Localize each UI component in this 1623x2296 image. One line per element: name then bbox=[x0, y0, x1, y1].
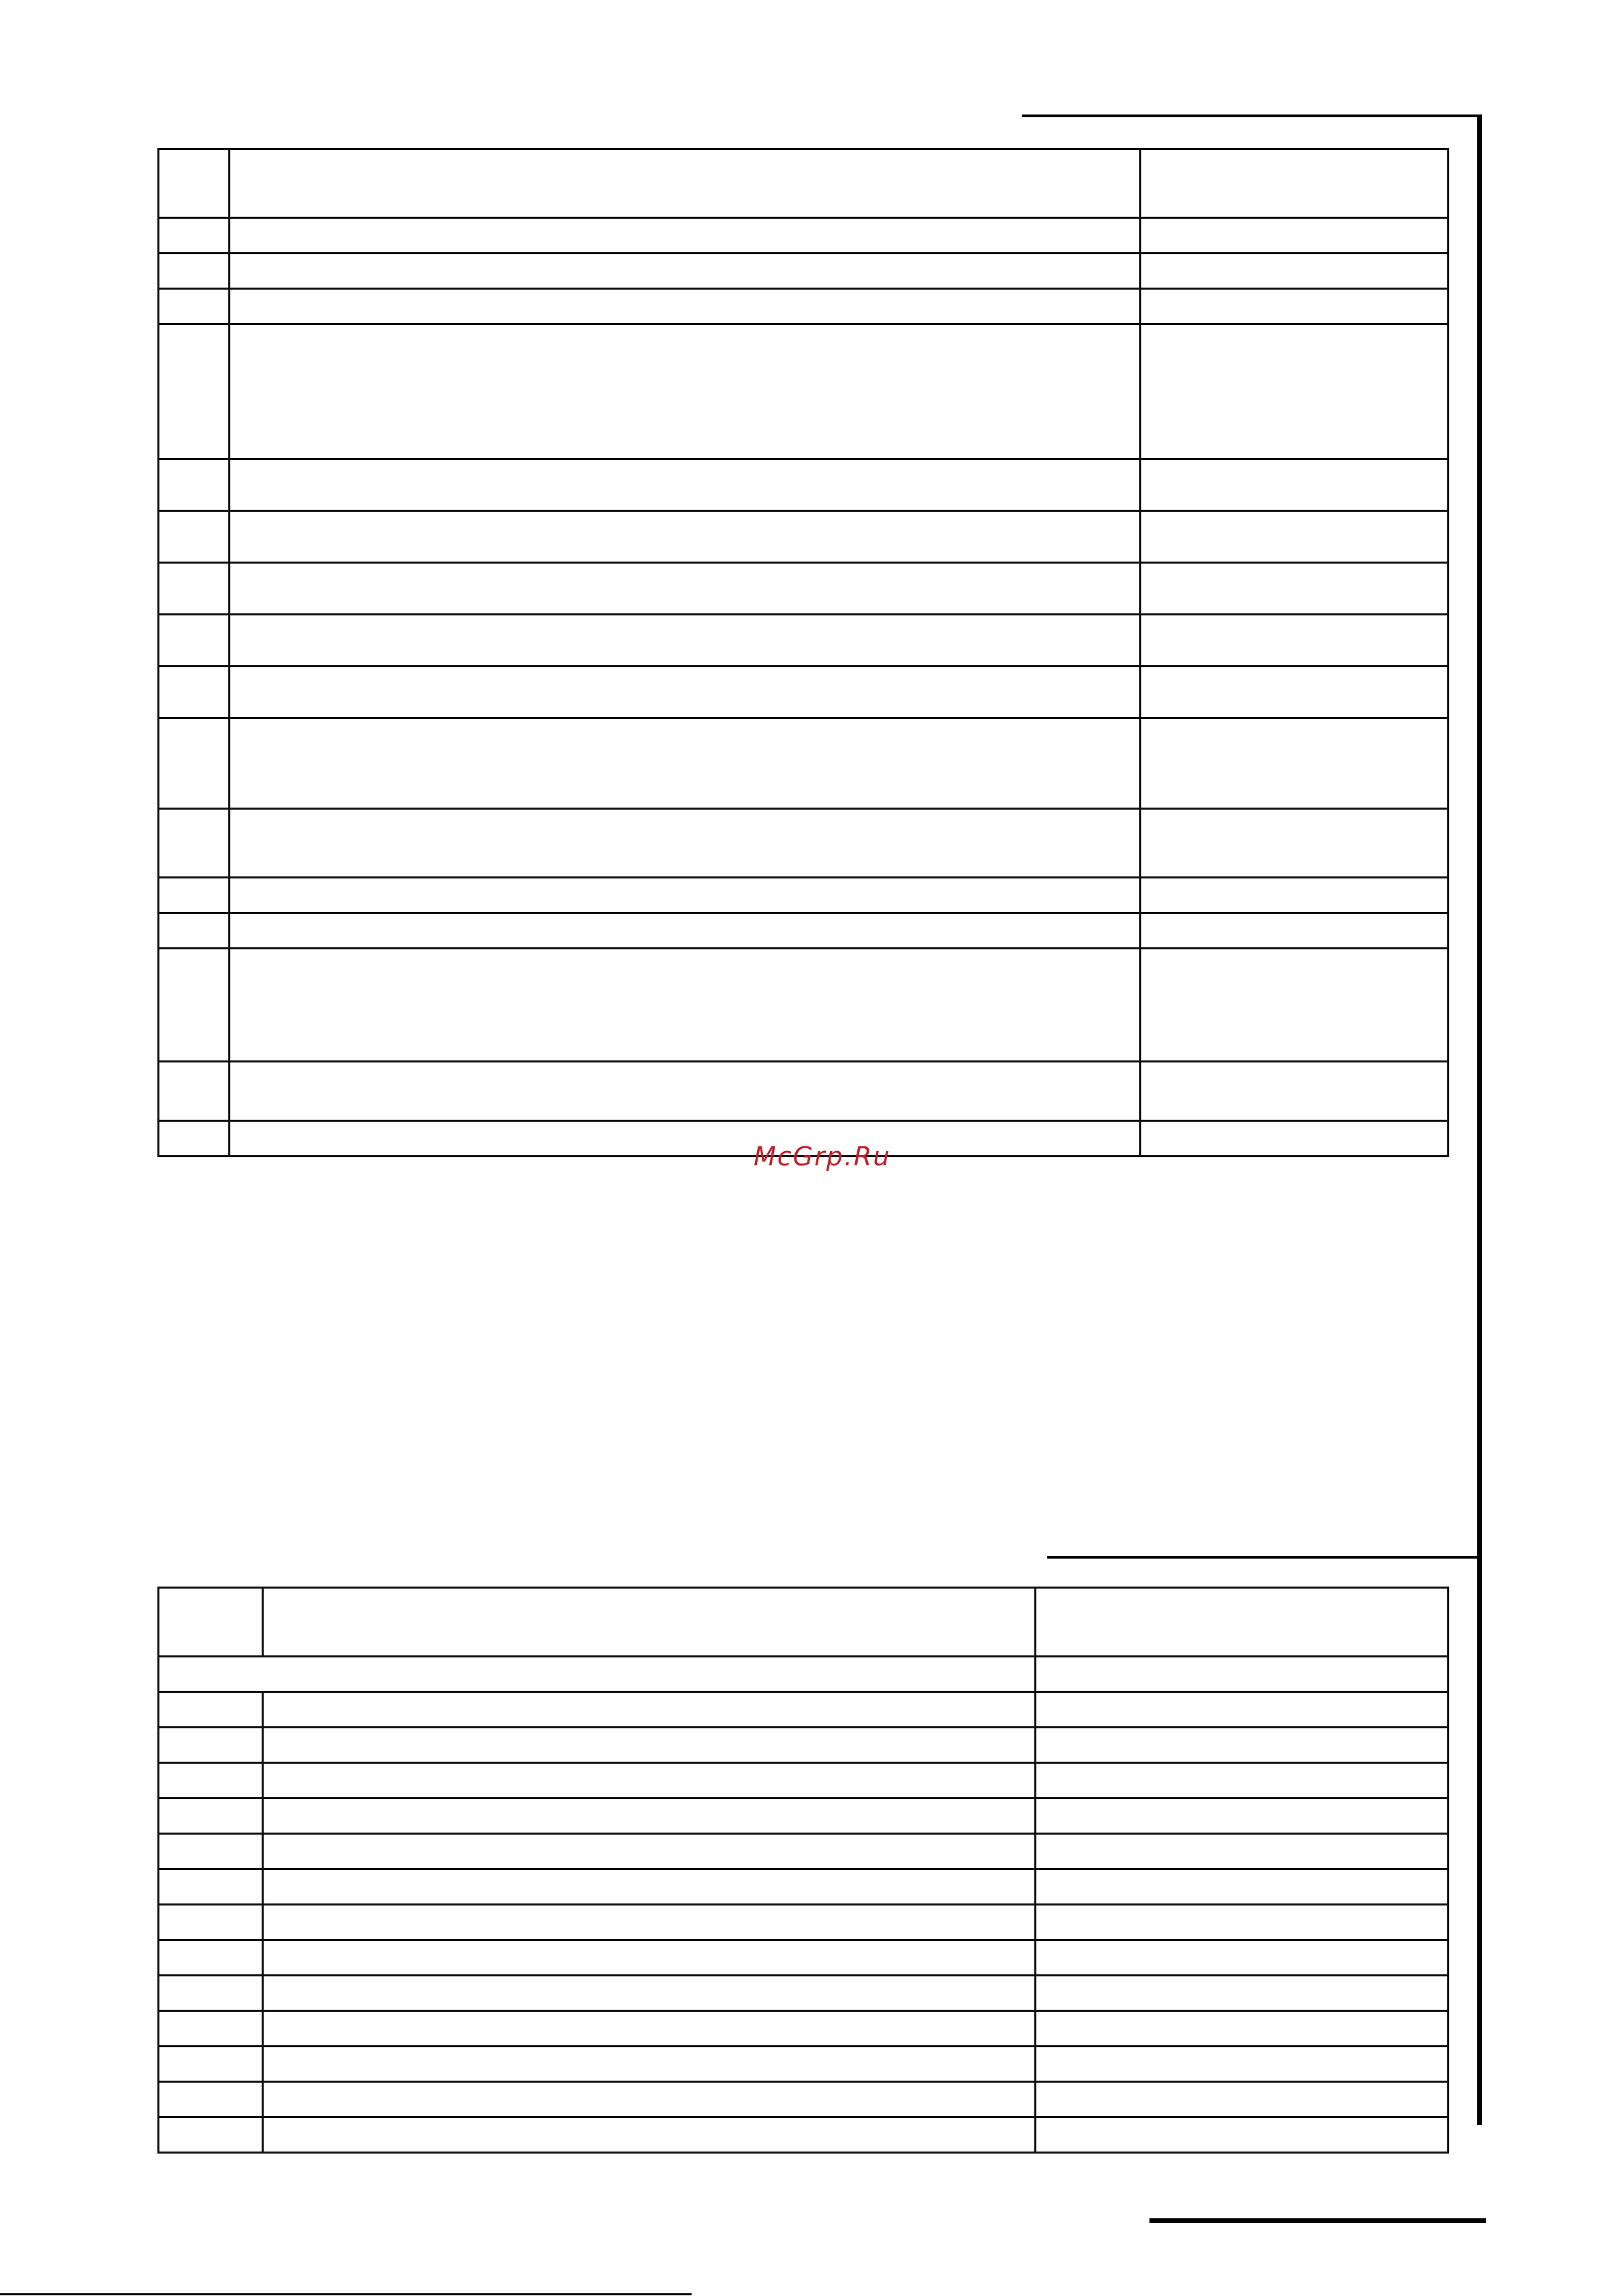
table1-row bbox=[159, 615, 1449, 667]
table2-cell bbox=[159, 1763, 263, 1798]
table1-cell bbox=[1141, 1121, 1449, 1157]
table1-cell bbox=[159, 149, 230, 218]
table2-cell bbox=[263, 1798, 1036, 1834]
table2-cell bbox=[159, 1798, 263, 1834]
table1-row bbox=[159, 511, 1449, 563]
table1-cell bbox=[1141, 718, 1449, 809]
table1-cell bbox=[230, 149, 1141, 218]
table2-row bbox=[159, 1728, 1449, 1763]
table1-cell bbox=[1141, 615, 1449, 667]
table2-cell bbox=[159, 1869, 263, 1905]
table1-cell bbox=[230, 615, 1141, 667]
table1-cell bbox=[159, 878, 230, 913]
table1-cell bbox=[1141, 667, 1449, 718]
table1-header-row bbox=[159, 149, 1449, 218]
table2-cell bbox=[263, 1940, 1036, 1976]
table2-cell bbox=[159, 2047, 263, 2082]
watermark: McGrp.Ru bbox=[754, 1142, 891, 1172]
table1-cell bbox=[159, 1062, 230, 1121]
table1-cell bbox=[230, 913, 1141, 949]
table2-cell bbox=[159, 1940, 263, 1976]
table2-row bbox=[159, 1763, 1449, 1798]
table2-cell bbox=[1036, 1763, 1449, 1798]
table1-cell bbox=[230, 949, 1141, 1062]
table1-row bbox=[159, 1062, 1449, 1121]
table2-cell bbox=[159, 2117, 263, 2153]
table2-cell bbox=[1036, 1834, 1449, 1869]
table2-cell bbox=[159, 1728, 263, 1763]
table1-row bbox=[159, 878, 1449, 913]
table2-cell bbox=[263, 1834, 1036, 1869]
table2-cell bbox=[1036, 1692, 1449, 1728]
table2-cell bbox=[159, 1976, 263, 2011]
table1-cell bbox=[159, 511, 230, 563]
table2-cell bbox=[263, 1905, 1036, 1940]
table1-cell bbox=[1141, 459, 1449, 511]
table1-cell bbox=[159, 218, 230, 254]
table1-row bbox=[159, 289, 1449, 324]
table2-cell bbox=[1036, 1940, 1449, 1976]
table2-cell bbox=[263, 1976, 1036, 2011]
table2-cell bbox=[1036, 1976, 1449, 2011]
table2-row bbox=[159, 1905, 1449, 1940]
table2-row bbox=[159, 1657, 1449, 1692]
table1-cell bbox=[159, 615, 230, 667]
table2-row bbox=[159, 2047, 1449, 2082]
table1-cell bbox=[230, 1062, 1141, 1121]
table1-cell bbox=[230, 809, 1141, 878]
table1-cell bbox=[159, 459, 230, 511]
table1-cell bbox=[1141, 289, 1449, 324]
table2-cell bbox=[159, 2082, 263, 2117]
table2-cell bbox=[263, 2117, 1036, 2153]
table2-cell bbox=[159, 2011, 263, 2047]
table1-cell bbox=[230, 718, 1141, 809]
table1-cell bbox=[159, 949, 230, 1062]
bottom-rule bbox=[1149, 2218, 1486, 2223]
top-rule-2 bbox=[1047, 1556, 1480, 1559]
table1-cell bbox=[230, 459, 1141, 511]
table2-cell bbox=[1036, 2117, 1449, 2153]
table1-row bbox=[159, 254, 1449, 289]
table1-cell bbox=[1141, 324, 1449, 459]
table2-row bbox=[159, 1798, 1449, 1834]
top-rule-1 bbox=[1022, 114, 1480, 117]
table1-cell bbox=[159, 718, 230, 809]
table1-row bbox=[159, 718, 1449, 809]
table1-cell bbox=[230, 289, 1141, 324]
table1-cell bbox=[159, 667, 230, 718]
table1-cell bbox=[230, 667, 1141, 718]
table-1 bbox=[157, 148, 1449, 1157]
table1-cell bbox=[230, 324, 1141, 459]
table1-cell bbox=[159, 563, 230, 615]
table1-cell bbox=[230, 218, 1141, 254]
right-margin-rule bbox=[1477, 114, 1482, 2125]
table2-cell bbox=[1036, 2047, 1449, 2082]
table2-cell bbox=[1036, 1869, 1449, 1905]
table1-cell bbox=[1141, 809, 1449, 878]
table2-row bbox=[159, 1940, 1449, 1976]
table2-cell bbox=[159, 1657, 1036, 1692]
table1-cell bbox=[1141, 149, 1449, 218]
table2-cell bbox=[1036, 1657, 1449, 1692]
table2-row bbox=[159, 1692, 1449, 1728]
table1-row bbox=[159, 459, 1449, 511]
table1-cell bbox=[1141, 563, 1449, 615]
table1-cell bbox=[159, 324, 230, 459]
table2-header-row bbox=[159, 1588, 1449, 1657]
table1-cell bbox=[159, 254, 230, 289]
table2-row bbox=[159, 1976, 1449, 2011]
table2-cell bbox=[263, 2082, 1036, 2117]
table2-cell bbox=[263, 1588, 1036, 1657]
table2-cell bbox=[1036, 1905, 1449, 1940]
table1-row bbox=[159, 667, 1449, 718]
table1-cell bbox=[1141, 511, 1449, 563]
table1-cell bbox=[230, 511, 1141, 563]
table2-cell bbox=[1036, 1798, 1449, 1834]
table2-cell bbox=[159, 1692, 263, 1728]
table2-cell bbox=[263, 1763, 1036, 1798]
table2-row bbox=[159, 1834, 1449, 1869]
table1-cell bbox=[1141, 1062, 1449, 1121]
table1-cell bbox=[1141, 913, 1449, 949]
table1-cell bbox=[159, 289, 230, 324]
table2-cell bbox=[1036, 2011, 1449, 2047]
table-2 bbox=[157, 1587, 1449, 2154]
table1-cell bbox=[1141, 254, 1449, 289]
table1-row bbox=[159, 949, 1449, 1062]
table1-cell bbox=[1141, 949, 1449, 1062]
table1-cell bbox=[1141, 878, 1449, 913]
table2-cell bbox=[263, 1692, 1036, 1728]
table2-row bbox=[159, 2011, 1449, 2047]
table2-cell bbox=[263, 1869, 1036, 1905]
table2-cell bbox=[1036, 1588, 1449, 1657]
table1-cell bbox=[159, 809, 230, 878]
table1-row bbox=[159, 218, 1449, 254]
table1-cell bbox=[230, 878, 1141, 913]
table1-row bbox=[159, 563, 1449, 615]
footer-rule bbox=[0, 2293, 692, 2295]
table1-cell bbox=[230, 563, 1141, 615]
table2-row bbox=[159, 1869, 1449, 1905]
table1-cell bbox=[230, 1121, 1141, 1157]
table1-row bbox=[159, 324, 1449, 459]
table2-cell bbox=[159, 1834, 263, 1869]
table1-cell bbox=[230, 254, 1141, 289]
table1-cell bbox=[159, 1121, 230, 1157]
table2-cell bbox=[263, 1728, 1036, 1763]
table2-cell bbox=[1036, 2082, 1449, 2117]
table2-cell bbox=[1036, 1728, 1449, 1763]
table2-cell bbox=[263, 2011, 1036, 2047]
table2-cell bbox=[263, 2047, 1036, 2082]
table1-cell bbox=[159, 913, 230, 949]
table1-cell bbox=[1141, 218, 1449, 254]
table2-row bbox=[159, 2082, 1449, 2117]
table1-row bbox=[159, 809, 1449, 878]
table1-row bbox=[159, 913, 1449, 949]
table2-row bbox=[159, 2117, 1449, 2153]
table2-cell bbox=[159, 1905, 263, 1940]
table2-cell bbox=[159, 1588, 263, 1657]
